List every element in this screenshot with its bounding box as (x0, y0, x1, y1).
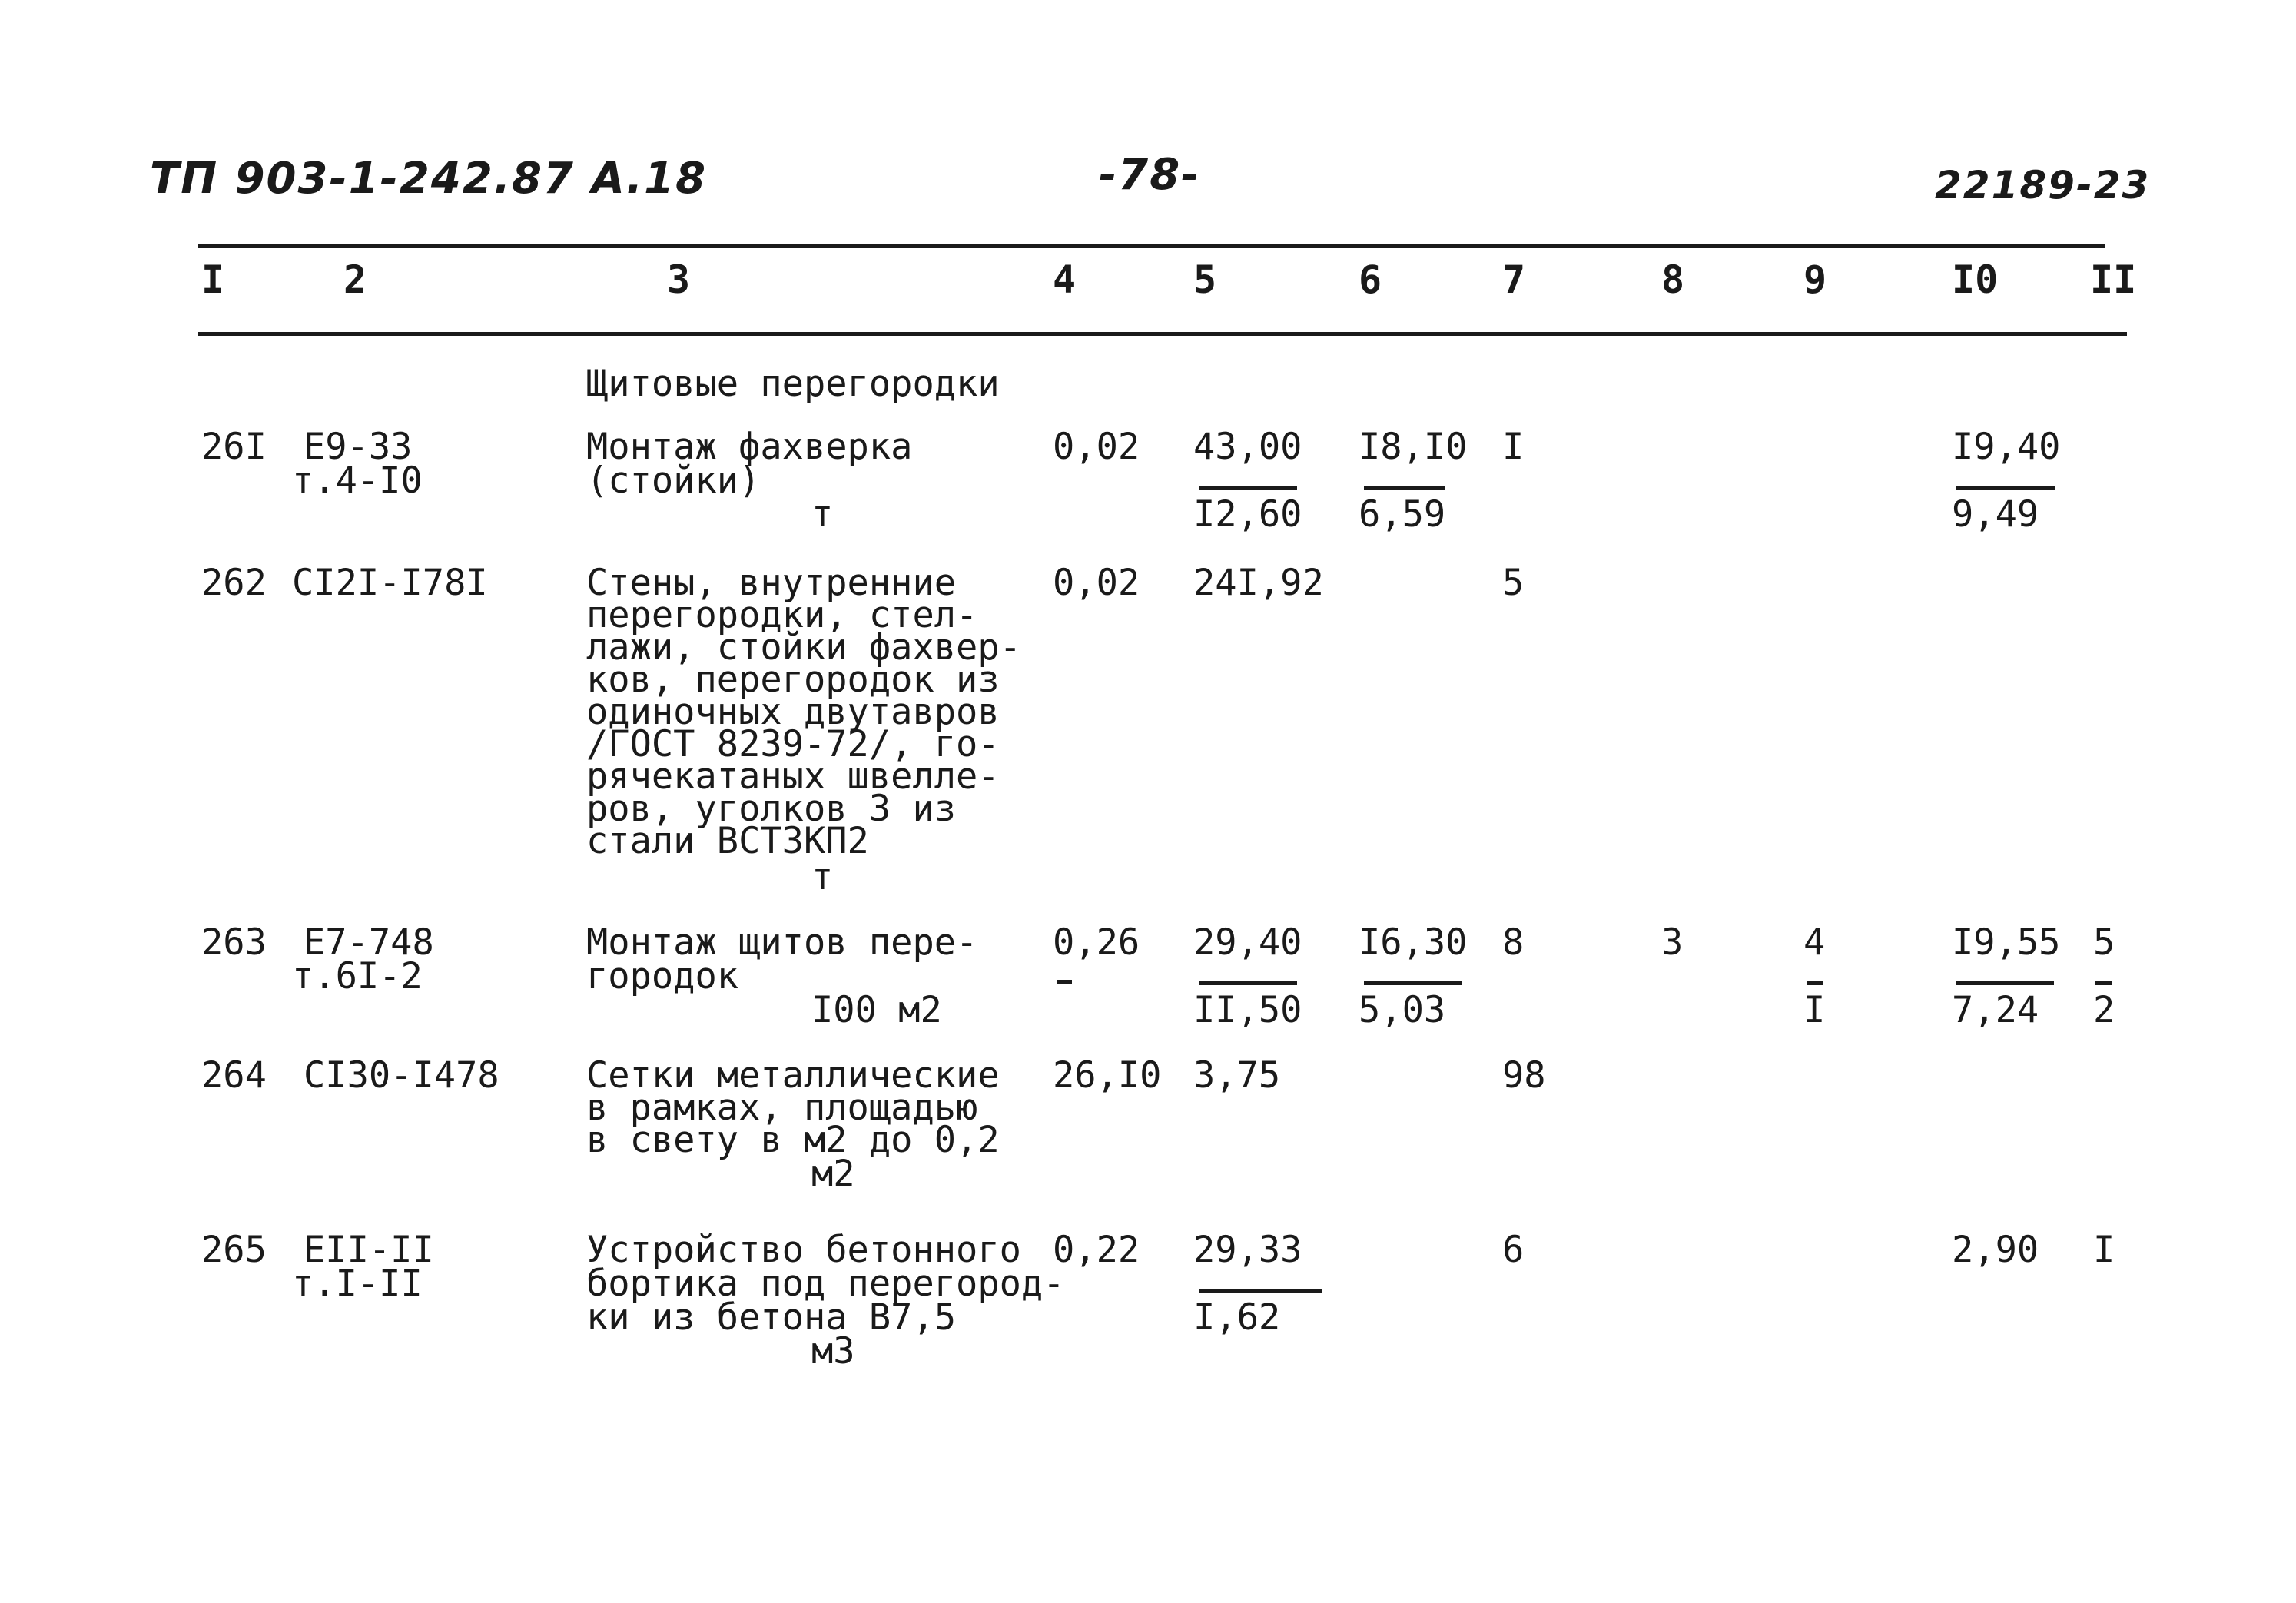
fraction-line (1956, 486, 2055, 490)
row-code: EII-II (304, 1229, 434, 1271)
quantity-dash (1057, 980, 1072, 984)
row-unit: м2 (811, 1153, 855, 1195)
fraction-line (1199, 486, 1297, 490)
col5-value: 29,40 (1193, 921, 1302, 964)
col5-subvalue: I,62 (1193, 1296, 1281, 1339)
col5-value: 24I,92 (1193, 562, 1324, 604)
fraction-line (1364, 486, 1445, 490)
row-code: E9-33 (304, 426, 413, 468)
row-description: рячекатаных швелле- (586, 755, 1000, 798)
col5-value: 43,00 (1193, 426, 1302, 468)
col7-value: 8 (1502, 921, 1525, 964)
column-header: 2 (343, 257, 367, 302)
col10-value: I9,40 (1952, 426, 2061, 468)
col11-value: I (2093, 1229, 2115, 1271)
inventory-number: 22189-23 (1935, 163, 2151, 207)
row-description: одиночных двутавров (586, 691, 1000, 733)
row-code: т.4-I0 (292, 460, 423, 502)
col10-value: I9,55 (1952, 921, 2061, 964)
row-quantity: 0,02 (1053, 562, 1140, 604)
row-description: Устройство бетонного (586, 1229, 1021, 1271)
row-description: лажи, стойки фахвер- (586, 626, 1021, 669)
row-description: в свету в м2 до 0,2 (586, 1119, 1000, 1161)
col5-value: 29,33 (1193, 1229, 1302, 1271)
row-code: CI30-I478 (304, 1054, 499, 1097)
column-header: I (201, 257, 225, 302)
row-number: 264 (201, 1054, 267, 1097)
col6-value: I6,30 (1359, 921, 1468, 964)
row-unit: I00 м2 (811, 989, 942, 1031)
fraction-line (1956, 981, 2054, 985)
col5-subvalue: I2,60 (1193, 493, 1302, 536)
column-header: 9 (1803, 257, 1827, 302)
table-top-rule (198, 244, 2105, 248)
header-bottom-rule (198, 332, 2127, 336)
row-quantity: 26,I0 (1053, 1054, 1162, 1097)
row-unit: т (811, 856, 834, 898)
document-code: ТП 903-1-242.87 А.18 (150, 154, 708, 204)
row-description: стали ВСТЗКП2 (586, 820, 869, 862)
fraction-line (1807, 981, 1823, 985)
row-description: /ГОСТ 8239-72/, го- (586, 723, 1000, 765)
col7-value: 5 (1502, 562, 1525, 604)
col6-value: I8,I0 (1359, 426, 1468, 468)
col10-subvalue: 7,24 (1952, 989, 2039, 1031)
page-number: -78- (1099, 150, 1201, 200)
row-quantity: 0,22 (1053, 1229, 1140, 1271)
fraction-line (1199, 981, 1297, 985)
col9-subvalue: I (1803, 989, 1826, 1031)
column-header: 4 (1053, 257, 1077, 302)
fraction-line (1364, 981, 1462, 985)
row-unit: т (811, 493, 834, 536)
column-header: 5 (1193, 257, 1217, 302)
row-description: ков, перегородок из (586, 659, 1000, 701)
col5-subvalue: II,50 (1193, 989, 1302, 1031)
row-number: 262 (201, 562, 267, 604)
row-description: в рамках, площадью (586, 1087, 978, 1129)
row-description: городок (586, 955, 739, 997)
row-number: 263 (201, 921, 267, 964)
row-quantity: 0,02 (1053, 426, 1140, 468)
row-description: ров, уголков 3 из (586, 788, 957, 830)
row-description: Монтаж фахверка (586, 426, 913, 468)
column-header: 8 (1661, 257, 1685, 302)
column-header: 7 (1502, 257, 1526, 302)
col6-subvalue: 6,59 (1359, 493, 1446, 536)
row-code: т.I-II (292, 1263, 423, 1305)
fraction-line (1199, 1289, 1322, 1293)
section-title: Щитовые перегородки (586, 363, 1000, 405)
row-number: 265 (201, 1229, 267, 1271)
column-header: 3 (667, 257, 691, 302)
col10-subvalue: 9,49 (1952, 493, 2039, 536)
row-unit: м3 (811, 1330, 855, 1372)
col8-value: 3 (1661, 921, 1684, 964)
row-code: CI2I-I78I (292, 562, 488, 604)
row-description: (стойки) (586, 460, 761, 502)
row-code: т.6I-2 (292, 955, 423, 997)
column-header: II (2090, 257, 2137, 302)
row-quantity: 0,26 (1053, 921, 1140, 964)
row-number: 26I (201, 426, 267, 468)
row-code: E7-748 (304, 921, 434, 964)
col7-value: I (1502, 426, 1525, 468)
fraction-line (2095, 981, 2112, 985)
row-description: Сетки металлические (586, 1054, 1000, 1097)
row-description: бортика под перегород- (586, 1263, 1065, 1305)
column-header: 6 (1359, 257, 1382, 302)
row-description: ки из бетона В7,5 (586, 1296, 957, 1339)
col5-value: 3,75 (1193, 1054, 1281, 1097)
col9-value: 4 (1803, 921, 1826, 964)
col11-subvalue: 2 (2093, 989, 2115, 1031)
col7-value: 98 (1502, 1054, 1546, 1097)
col6-subvalue: 5,03 (1359, 989, 1446, 1031)
col7-value: 6 (1502, 1229, 1525, 1271)
row-description: Стены, внутренние (586, 562, 957, 604)
column-header: I0 (1952, 257, 1999, 302)
row-description: перегородки, стел- (586, 594, 978, 636)
row-description: Монтаж щитов пере- (586, 921, 978, 964)
col11-value: 5 (2093, 921, 2115, 964)
col10-value: 2,90 (1952, 1229, 2039, 1271)
